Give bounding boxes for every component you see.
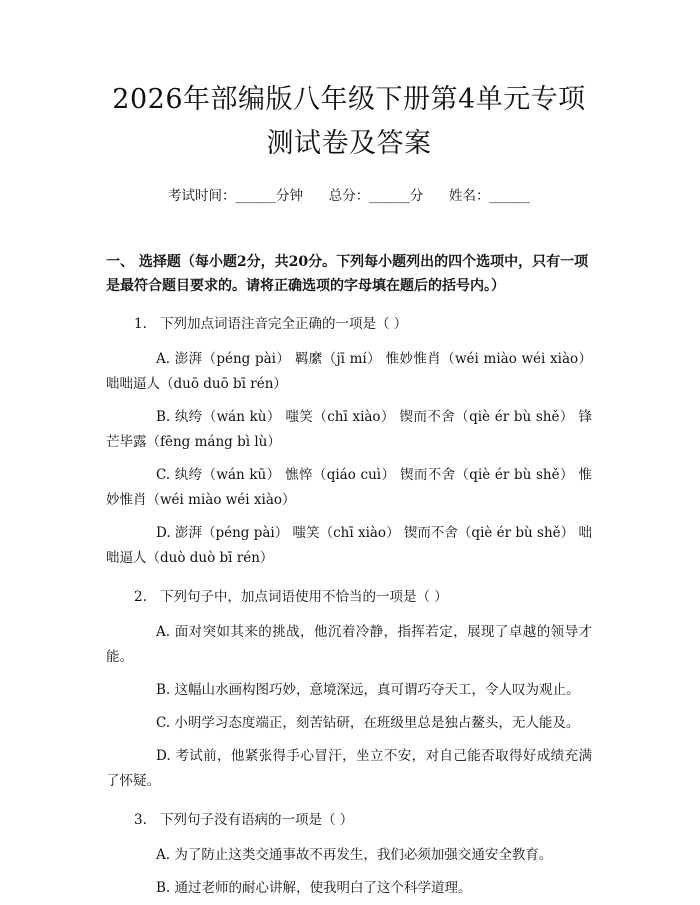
question-1-option-a: A. 澎湃（péng pài） 羁縻（jī mí） 惟妙惟肖（wéi miào wéi xiào） 咄咄逼人（duō duō bī rén）	[106, 351, 592, 392]
exam-info-line	[106, 186, 592, 206]
question-3-option-b: B. 通过老师的耐心讲解，使我明白了这个科学道理。	[156, 880, 472, 896]
question-number: 1.	[134, 316, 147, 332]
question-1	[106, 311, 592, 338]
question-number: 3.	[134, 812, 147, 828]
question-stem: 下列加点词语注音完全正确的一项是（ ）	[160, 316, 408, 332]
question-3-option-a: A. 为了防止这类交通事故不再发生，我们必须加强交通安全教育。	[156, 847, 553, 863]
question-3	[106, 807, 592, 834]
question-2-option-d: D. 考试前，他紧张得手心冒汗，坐立不安，对自己能否取得好成绩充满了怀疑。	[106, 748, 592, 789]
question-stem: 下列句子没有语病的一项是（ ）	[160, 812, 354, 828]
question-2	[106, 584, 592, 611]
question-2-option-b: B. 这幅山水画构图巧妙，意境深远，真可谓巧夺天工，令人叹为观止。	[156, 682, 580, 698]
question-2-option-a: A. 面对突如其来的挑战，他沉着冷静，指挥若定，展现了卓越的领导才能。	[106, 624, 592, 665]
question-1-option-b: B. 纨绔（wán kù） 嗤笑（chī xiào） 锲而不舍（qiè ér bù shě） 锋芒毕露（fēng máng bì lù）	[106, 409, 592, 450]
exam-info-text: 考试时间：______分钟 总分：______分 姓名：______	[168, 188, 530, 204]
question-stem: 下列句子中，加点词语使用不恰当的一项是（ ）	[160, 589, 448, 605]
question-1-option-c: C. 纨绔（wán kū） 憔悴（qiáo cuì） 锲而不舍（qiè ér bù shě） 惟妙惟肖（wéi miào wéi xiào）	[106, 467, 592, 508]
question-number: 2.	[134, 589, 147, 605]
page-title: 2026年部编版八年级下册第4单元专项测试卷及答案	[112, 84, 586, 159]
question-1-option-d: D. 澎湃（péng pài） 嗤笑（chī xiào） 锲而不舍（qiè ér bù shě） 咄咄逼人（duò duò bī rén）	[106, 525, 592, 566]
section-heading: 一、 选择题（每小题2分，共20分。下列每小题列出的四个选项中，只有一项是最符合题目要求的。请将正确选项的字母填在题后的括号内。）	[106, 254, 589, 294]
question-2-option-c: C. 小明学习态度端正，刻苦钻研，在班级里总是独占鳌头，无人能及。	[156, 715, 580, 731]
